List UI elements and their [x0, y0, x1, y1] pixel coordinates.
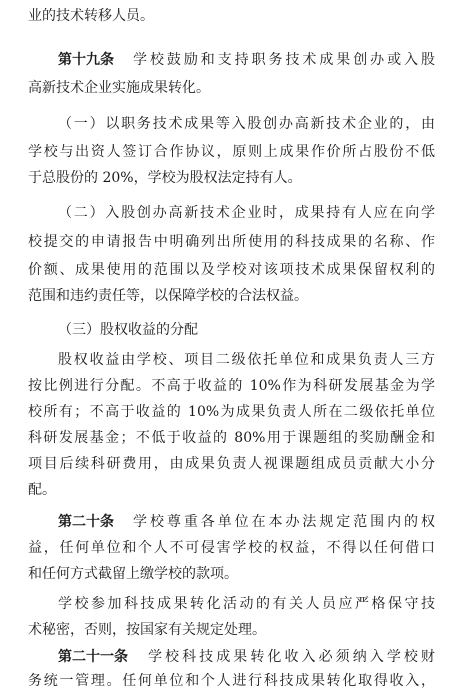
text-line: [0, 230, 461, 254]
text-line: [0, 201, 461, 225]
text-line: [0, 536, 461, 560]
text-line-content: （二）入股创办高新技术企业时，成果持有人应在向学: [58, 205, 435, 221]
text-line-content: 业的技术转移人员。: [28, 8, 154, 24]
text-line: [0, 562, 461, 586]
text-line-content: 范围和违约责任等，以保障学校的合法权益。: [28, 288, 308, 304]
text-line: [0, 400, 461, 424]
text-line-content: 益，任何单位和个人不可侵害学校的权益，不得以任何借口: [28, 540, 435, 556]
text-line-content: 学校参加科技成果转化活动的有关人员应严格保守技: [58, 596, 435, 612]
text-line-content: （三）股权收益的分配: [58, 322, 198, 338]
text-line: [0, 618, 461, 642]
text-line: [0, 374, 461, 398]
text-line: [0, 166, 461, 190]
text-line-content: 股权收益由学校、项目二级依托单位和成果负责人三方: [58, 352, 435, 368]
text-line-content: 配。: [28, 482, 56, 498]
article-20-heading: 第二十条: [58, 514, 114, 530]
text-line-content: 校提交的申请报告中明确列出所使用的科技成果的名称、作: [28, 234, 435, 250]
text-line-content: 校所有；不高于收益的 10%为成果负责人所在二级依托单位: [28, 404, 435, 420]
text-line-content: 科研发展基金；不低于收益的 80%用于课题组的奖励酬金和: [28, 430, 435, 446]
article-20-line: [0, 510, 461, 534]
text-line: [0, 426, 461, 450]
text-line-content: 术秘密，否则，按国家有关规定处理。: [28, 622, 266, 638]
text-line-content: 价额、成果使用的范围以及学校对该项技术成果保留权利的: [28, 262, 435, 278]
text-line: [0, 592, 461, 616]
article-20-text: 学校尊重各单位在本办法规定范围内的权: [133, 514, 435, 530]
article-19-text: 学校鼓励和支持职务技术成果创办或入股: [133, 52, 435, 68]
text-line: [0, 112, 461, 136]
text-line-content: 按比例进行分配。不高于收益的 10%作为科研发展基金为学: [28, 378, 435, 394]
text-line: [0, 4, 461, 28]
article-21-text: 学校科技成果转化收入必须纳入学校财: [148, 649, 435, 665]
text-line-content: 学校与出资人签订合作协议，原则上成果作价所占股份不低: [28, 144, 435, 160]
text-line-content: （一）以职务技术成果等入股创办高新技术企业的，由: [58, 116, 435, 132]
text-line: [0, 478, 461, 502]
article-19-heading: 第十九条: [58, 52, 114, 68]
text-line-content: 项目后续科研费用，由成果负责人视课题组成员贡献大小分: [28, 456, 435, 472]
article-21-line: [0, 645, 461, 669]
text-line-content: 务统一管理。任何单位和个人进行科技成果转化取得收入，: [28, 673, 435, 689]
text-line: [0, 258, 461, 282]
article-19-line: [0, 48, 461, 72]
text-line: [0, 140, 461, 164]
text-line: [0, 452, 461, 476]
text-line-content: 和任何方式截留上缴学校的款项。: [28, 566, 238, 582]
text-line-content: 于总股份的 20%，学校为股权法定持有人。: [28, 170, 302, 186]
text-line: [0, 284, 461, 308]
text-line: [0, 669, 461, 693]
text-line: [0, 348, 461, 372]
subsection-heading: [0, 318, 461, 342]
text-line: [0, 76, 461, 100]
article-21-heading: 第二十一条: [58, 649, 128, 665]
text-line-content: 高新技术企业实施成果转化。: [28, 80, 210, 96]
